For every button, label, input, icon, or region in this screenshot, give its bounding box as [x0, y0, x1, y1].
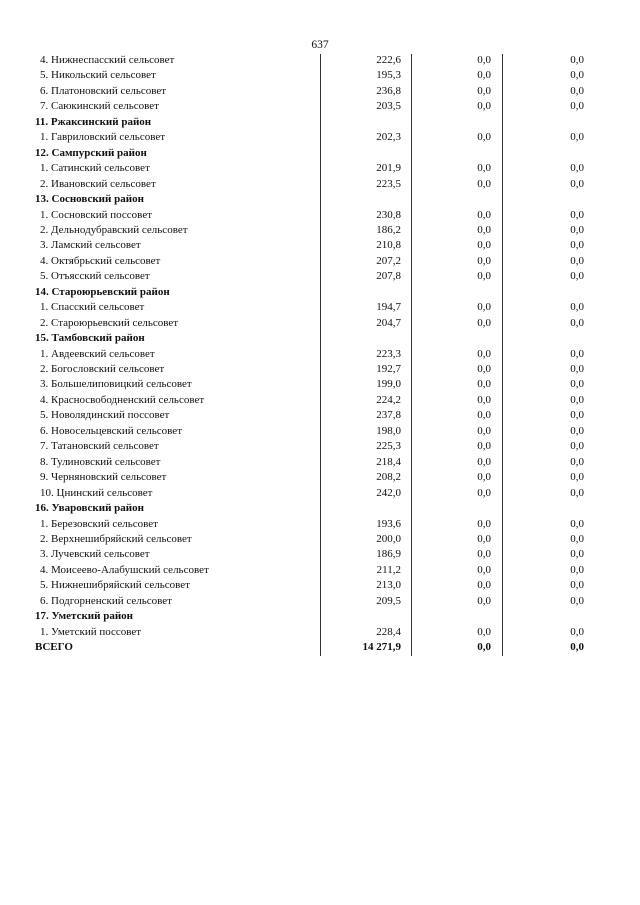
value-col-2: 0,0	[477, 424, 491, 437]
value-col-2: 0,0	[477, 270, 491, 283]
settlement-name: 5. Отъясский сельсовет	[40, 270, 150, 283]
value-col-3: 0,0	[570, 239, 584, 252]
value-col-1: 210,8	[376, 239, 401, 252]
region-name: 13. Сосновский район	[35, 193, 144, 206]
value-col-2: 0,0	[477, 208, 491, 221]
value-col-3: 0,0	[570, 532, 584, 545]
value-col-1: 209,5	[376, 594, 401, 607]
settlement-name: 3. Лучевский сельсовет	[40, 548, 150, 561]
value-col-1: 204,7	[376, 316, 401, 329]
settlement-name: 4. Моисеево-Алабушский сельсовет	[40, 563, 209, 576]
table-row	[0, 470, 640, 486]
value-col-1: 237,8	[376, 409, 401, 422]
value-col-1: 242,0	[376, 486, 401, 499]
value-col-3: 0,0	[570, 162, 584, 175]
value-col-2: 0,0	[477, 363, 491, 375]
value-col-1: 195,3	[376, 69, 401, 82]
value-col-2: 0,0	[477, 84, 491, 97]
value-col-1: 194,7	[376, 301, 401, 314]
table-row	[0, 547, 640, 563]
settlement-name: 10. Цнинский сельсовет	[40, 486, 153, 499]
value-col-2: 0,0	[477, 563, 491, 576]
region-header-row	[0, 609, 640, 625]
value-col-1: 211,2	[376, 563, 401, 576]
value-col-3: 0,0	[570, 424, 584, 437]
table-row	[0, 208, 640, 224]
settlement-name: 2. Богословский сельсовет	[40, 363, 165, 375]
value-col-2: 0,0	[477, 223, 491, 236]
settlement-name: 4. Нижнеспасский сельсовет	[40, 54, 175, 66]
value-col-2: 0,0	[477, 641, 491, 654]
region-header-row	[0, 501, 640, 517]
table-row	[0, 594, 640, 610]
value-col-2: 0,0	[477, 594, 491, 607]
total-label: ВСЕГО	[35, 641, 73, 654]
value-col-1: 207,2	[376, 254, 401, 267]
table-row	[0, 625, 640, 641]
table-row	[0, 362, 640, 378]
value-col-3: 0,0	[570, 208, 584, 221]
table-row	[0, 316, 640, 332]
value-col-3: 0,0	[570, 131, 584, 144]
page-number: 637	[311, 39, 329, 51]
settlement-name: 1. Березовский сельсовет	[40, 517, 158, 530]
table-row	[0, 161, 640, 177]
table-row	[0, 177, 640, 193]
settlement-name: 1. Спасский сельсовет	[40, 301, 145, 314]
value-col-3: 0,0	[570, 347, 584, 360]
value-col-1: 236,8	[376, 84, 401, 97]
value-col-1: 14 271,9	[362, 641, 401, 654]
region-header-row	[0, 115, 640, 131]
table-row	[0, 517, 640, 533]
region-header-row	[0, 331, 640, 347]
value-col-2: 0,0	[477, 54, 491, 66]
settlement-name: 2. Верхнешибряйский сельсовет	[40, 532, 192, 545]
value-col-2: 0,0	[477, 548, 491, 561]
value-col-2: 0,0	[477, 69, 491, 82]
table-row	[0, 99, 640, 115]
value-col-3: 0,0	[570, 455, 584, 468]
region-name: 12. Сампурский район	[35, 146, 147, 159]
value-col-2: 0,0	[477, 517, 491, 530]
value-col-2: 0,0	[477, 393, 491, 406]
value-col-3: 0,0	[570, 84, 584, 97]
value-col-3: 0,0	[570, 223, 584, 236]
settlement-name: 1. Уметский поссовет	[40, 625, 142, 638]
settlement-name: 9. Черняновский сельсовет	[40, 471, 167, 484]
settlement-name: 1. Сатинский сельсовет	[40, 162, 150, 175]
value-col-3: 0,0	[570, 594, 584, 607]
value-col-3: 0,0	[570, 393, 584, 406]
table-row	[0, 439, 640, 455]
value-col-3: 0,0	[570, 301, 584, 314]
value-col-2: 0,0	[477, 177, 491, 190]
region-header-row	[0, 146, 640, 162]
value-col-1: 207,8	[376, 270, 401, 283]
settlement-name: 1. Авдеевский сельсовет	[40, 347, 155, 360]
region-name: 11. Ржаксинский район	[35, 115, 152, 128]
table-row	[0, 53, 640, 69]
value-col-2: 0,0	[477, 532, 491, 545]
settlement-name: 2. Ивановский сельсовет	[40, 177, 156, 190]
table-row	[0, 377, 640, 393]
settlement-name: 8. Тулиновский сельсовет	[40, 455, 161, 468]
value-col-2: 0,0	[477, 254, 491, 267]
value-col-3: 0,0	[570, 625, 584, 638]
value-col-2: 0,0	[477, 625, 491, 638]
value-col-3: 0,0	[570, 579, 584, 592]
table-row	[0, 532, 640, 548]
value-col-2: 0,0	[477, 440, 491, 453]
table-row	[0, 300, 640, 316]
table-row	[0, 84, 640, 100]
value-col-1: 222,6	[376, 54, 401, 66]
value-col-2: 0,0	[477, 301, 491, 314]
value-col-2: 0,0	[477, 347, 491, 360]
value-col-1: 218,4	[376, 455, 401, 468]
table-row	[0, 130, 640, 146]
table-row	[0, 238, 640, 254]
value-col-1: 201,9	[376, 162, 401, 175]
value-col-3: 0,0	[570, 563, 584, 576]
region-name: 17. Уметский район	[35, 610, 134, 623]
value-col-3: 0,0	[570, 440, 584, 453]
value-col-1: 198,0	[376, 424, 401, 437]
settlement-name: 6. Подгорненский сельсовет	[40, 594, 172, 607]
value-col-1: 186,2	[376, 223, 401, 236]
table-row	[0, 578, 640, 594]
value-col-1: 230,8	[376, 208, 401, 221]
settlement-name: 6. Новосельцевский сельсовет	[40, 424, 182, 437]
settlement-name: 2. Дельнодубравский сельсовет	[40, 223, 188, 236]
value-col-3: 0,0	[570, 254, 584, 267]
value-col-3: 0,0	[570, 378, 584, 391]
settlement-name: 7. Саюкинский сельсовет	[40, 100, 159, 113]
table-row	[0, 223, 640, 239]
value-col-3: 0,0	[570, 409, 584, 422]
settlement-name: 5. Никольский сельсовет	[40, 69, 156, 82]
settlement-name: 5. Новолядинский поссовет	[40, 409, 170, 422]
table-row	[0, 254, 640, 270]
value-col-3: 0,0	[570, 316, 584, 329]
total-row	[0, 640, 640, 656]
table-row	[0, 563, 640, 579]
settlement-name: 5. Нижнешибряйский сельсовет	[40, 579, 190, 592]
value-col-1: 200,0	[376, 532, 401, 545]
value-col-2: 0,0	[477, 409, 491, 422]
region-name: 16. Уваровский район	[35, 502, 144, 515]
value-col-2: 0,0	[477, 471, 491, 484]
table-row	[0, 455, 640, 471]
settlement-name: 4. Красносвободненский сельсовет	[40, 393, 205, 406]
table-row	[0, 486, 640, 502]
value-col-2: 0,0	[477, 316, 491, 329]
value-col-3: 0,0	[570, 517, 584, 530]
value-col-3: 0,0	[570, 641, 584, 654]
value-col-3: 0,0	[570, 100, 584, 113]
table-row	[0, 347, 640, 363]
settlement-name: 7. Татановский сельсовет	[40, 440, 159, 453]
table-row	[0, 424, 640, 440]
value-col-1: 223,5	[376, 177, 401, 190]
table-row	[0, 408, 640, 424]
value-col-1: 228,4	[376, 625, 401, 638]
settlement-name: 6. Платоновский сельсовет	[40, 84, 167, 97]
value-col-1: 202,3	[376, 131, 401, 144]
value-col-1: 193,6	[376, 517, 401, 530]
value-col-1: 225,3	[376, 440, 401, 453]
value-col-2: 0,0	[477, 100, 491, 113]
value-col-1: 213,0	[376, 579, 401, 592]
region-header-row	[0, 285, 640, 301]
value-col-2: 0,0	[477, 131, 491, 144]
table-row	[0, 393, 640, 409]
value-col-3: 0,0	[570, 471, 584, 484]
value-col-1: 224,2	[376, 393, 401, 406]
value-col-3: 0,0	[570, 363, 584, 375]
value-col-1: 199,0	[376, 378, 401, 391]
value-col-3: 0,0	[570, 54, 584, 66]
settlement-name: 3. Ламский сельсовет	[40, 239, 141, 252]
settlement-name: 1. Сосновский поссовет	[40, 208, 153, 221]
table-row	[0, 269, 640, 285]
value-col-1: 203,5	[376, 100, 401, 113]
value-col-2: 0,0	[477, 455, 491, 468]
value-col-1: 208,2	[376, 471, 401, 484]
value-col-2: 0,0	[477, 486, 491, 499]
value-col-1: 186,9	[376, 548, 401, 561]
value-col-2: 0,0	[477, 579, 491, 592]
settlement-name: 4. Октябрьский сельсовет	[40, 254, 161, 267]
region-name: 15. Тамбовский район	[35, 332, 145, 345]
value-col-2: 0,0	[477, 378, 491, 391]
settlement-name: 1. Гавриловский сельсовет	[40, 131, 166, 144]
region-name: 14. Староюрьевский район	[35, 285, 170, 298]
settlement-name: 3. Большелиповицкий сельсовет	[40, 378, 192, 391]
value-col-2: 0,0	[477, 239, 491, 252]
settlement-name: 2. Староюрьевский сельсовет	[40, 316, 179, 329]
value-col-3: 0,0	[570, 270, 584, 283]
value-col-1: 192,7	[376, 363, 401, 375]
value-col-2: 0,0	[477, 162, 491, 175]
value-col-3: 0,0	[570, 69, 584, 82]
value-col-3: 0,0	[570, 548, 584, 561]
value-col-3: 0,0	[570, 486, 584, 499]
value-col-3: 0,0	[570, 177, 584, 190]
region-header-row	[0, 192, 640, 208]
table-row	[0, 68, 640, 84]
value-col-1: 223,3	[376, 347, 401, 360]
